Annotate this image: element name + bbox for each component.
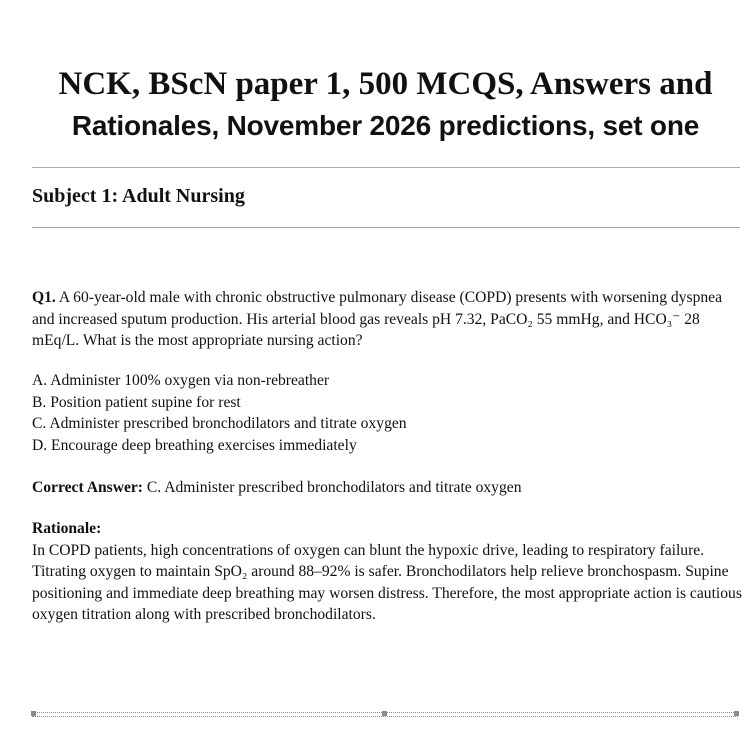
subject-divider (32, 227, 740, 228)
option-a: A. Administer 100% oxygen via non-rebreather (32, 372, 330, 389)
divider-handle-left[interactable] (31, 711, 36, 716)
rationale-text: In COPD patients, high concentrations of oxygen can blunt the hypoxic drive, leading to respiratory failure. Titrating oxygen to maintain SpO₂ around 88–92% is safer. Bronchodilators help relieve bronchospasm. Supine positioning and immediate deep breathing may worsen distress. Therefore, the most appropriate action is cautious oxygen titration along with prescribed bronchodilators. (32, 541, 742, 623)
top-divider (32, 167, 740, 168)
document-title-line-2: Rationales, November 2026 predictions, set one (71, 110, 700, 141)
rationale-label: Rationale: (32, 520, 102, 537)
subject-heading: Subject 1: Adult Nursing (32, 185, 245, 207)
question-number: Q1. (32, 289, 56, 306)
divider-handle-center[interactable] (382, 711, 387, 716)
correct-answer-text: C. Administer prescribed bronchodilators and titrate oxygen (146, 479, 522, 496)
option-b: B. Position patient supine for rest (32, 393, 241, 411)
document-title-line-1: NCK, BScN paper 1, 500 MCQS, Answers and (58, 66, 713, 102)
divider-handle-right[interactable] (734, 711, 739, 716)
option-d: D. Encourage deep breathing exercises immediately (32, 436, 357, 454)
correct-answer-label: Correct Answer: (32, 479, 143, 496)
question-text: A 60-year-old male with chronic obstructive pulmonary disease (COPD) presents with worsening dyspnea and increased sputum production. His arterial blood gas reveals pH 7.32, PaCO₂ 55 mmHg, and HCO₃⁻ 28 mEq/L. What is the most appropriate nursing action? (32, 289, 723, 349)
answer-options (32, 370, 742, 456)
question-1 (32, 287, 742, 352)
option-c: C. Administer prescribed bronchodilators and titrate oxygen (32, 415, 407, 432)
rationale (32, 518, 742, 626)
document-title (0, 62, 750, 145)
correct-answer (32, 477, 742, 499)
